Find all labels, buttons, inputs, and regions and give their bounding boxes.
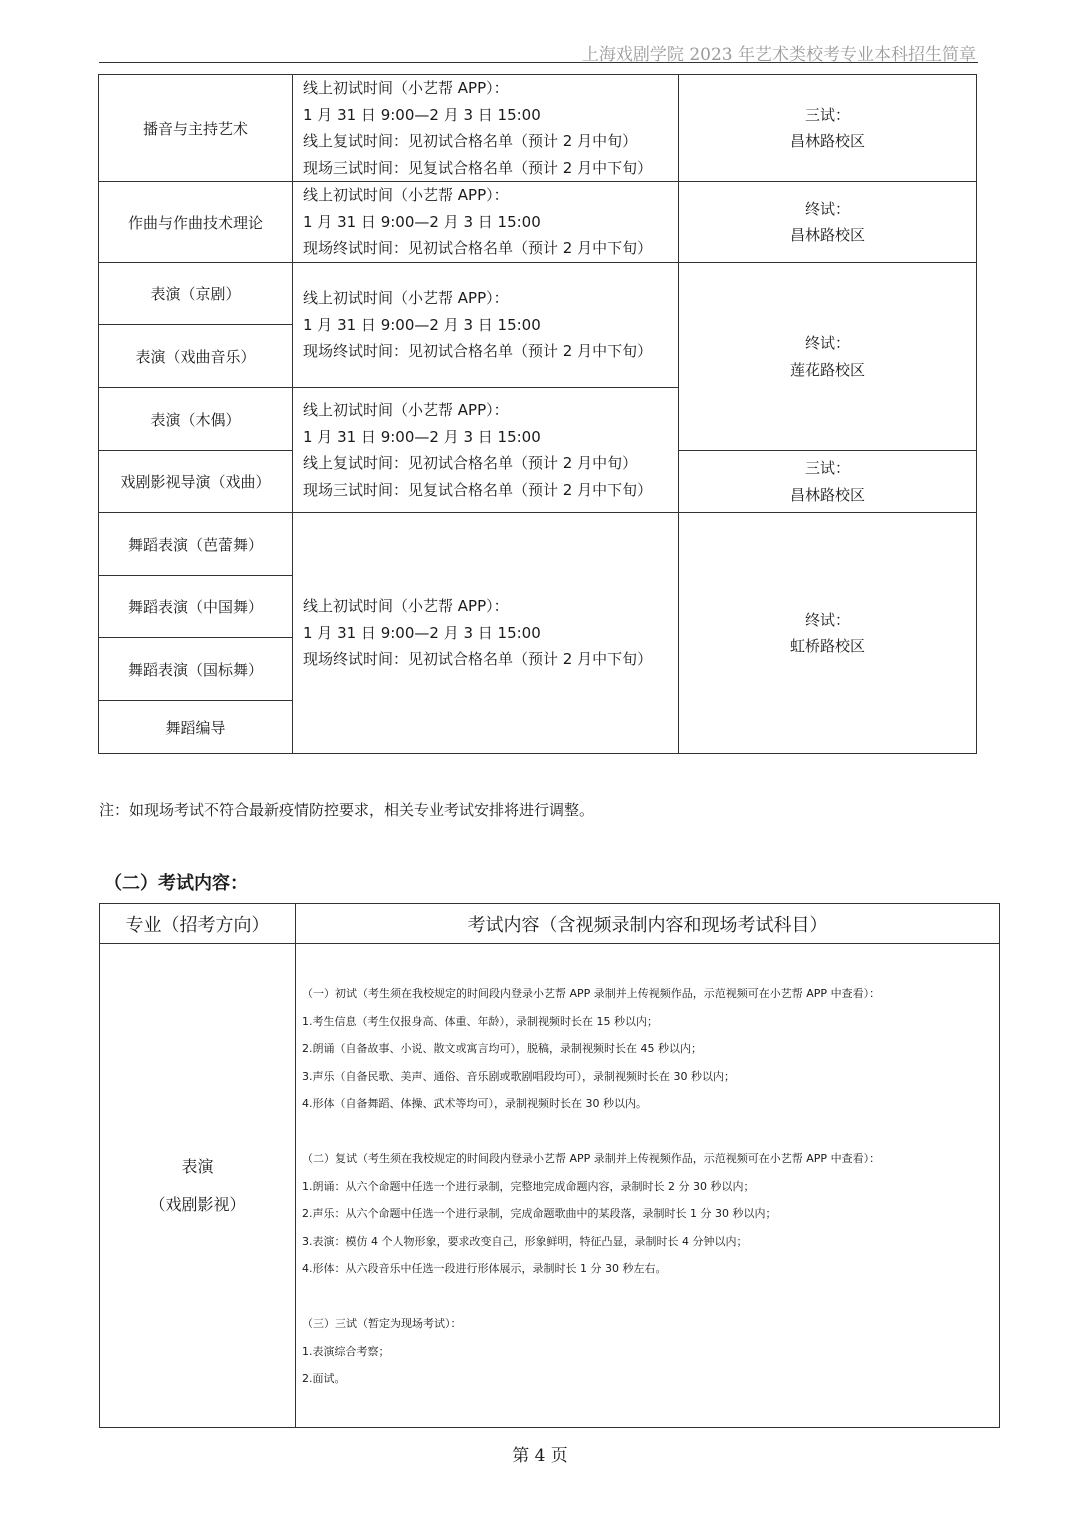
time-line: 1 月 31 日 9:00—2 月 3 日 15:00	[303, 315, 541, 334]
time-line: 现场终试时间：见初试合格名单（预计 2 月中下旬）	[303, 239, 653, 258]
exam-location-cell	[679, 263, 977, 451]
table-row	[99, 75, 977, 182]
table-header-row	[100, 904, 1000, 944]
exam-stage-label: 三试：	[804, 105, 850, 124]
campus-name: 昌林路校区	[789, 226, 865, 244]
content-item: 3.表演：模仿 4 个人物形象，要求改变自己，形象鲜明，特征凸显，录制时长 4 分钟以内；	[302, 1234, 748, 1248]
time-line: 线上初试时间（小艺帮 APP）：	[303, 597, 509, 616]
major-cell: 舞蹈表演（国标舞）	[99, 638, 293, 701]
content-item: 1.考生信息（考生仅报身高、体重、年龄），录制视频时长在 15 秒以内；	[302, 1014, 658, 1028]
stage-heading: （三）三试（暂定为现场考试）：	[302, 1317, 462, 1330]
time-line: 1 月 31 日 9:00—2 月 3 日 15:00	[303, 623, 541, 642]
content-item: 1.表演综合考察；	[302, 1344, 390, 1358]
major-cell: 表演（京剧）	[99, 263, 293, 325]
time-line: 现场三试时间：见复试合格名单（预计 2 月中下旬）	[303, 158, 653, 177]
section-title: （二）考试内容：	[104, 873, 248, 894]
major-cell: 舞蹈表演（中国舞）	[99, 576, 293, 638]
major-cell: 作曲与作曲技术理论	[99, 182, 293, 263]
content-item: 2.朗诵（自备故事、小说、散文或寓言均可），脱稿，录制视频时长在 45 秒以内；	[302, 1042, 702, 1055]
page-number: 第 4 页	[512, 1446, 568, 1466]
table-row	[99, 182, 977, 263]
document-header-title: 上海戏剧学院 2023 年艺术类校考专业本科招生简章	[581, 45, 976, 65]
major-cell: 表演（戏曲音乐）	[99, 325, 293, 388]
campus-name: 昌林路校区	[789, 132, 865, 150]
major-cell: 戏剧影视导演（戏曲）	[99, 451, 293, 513]
time-line: 现场终试时间：见初试合格名单（预计 2 月中下旬）	[303, 650, 653, 669]
table-row	[99, 513, 977, 576]
schedule-table	[98, 74, 977, 754]
major-cell: 播音与主持艺术	[99, 75, 293, 182]
content-item: 3.声乐（自备民歌、美声、通俗、音乐剧或歌剧唱段均可），录制视频时长在 30 秒以内；	[302, 1069, 735, 1083]
content-major-cell	[100, 944, 296, 1428]
stage-heading: （一）初试（考生须在我校规定的时间段内登录小艺帮 APP 录制并上传视频作品，示范视频可在小艺帮 APP 中查看）：	[302, 987, 881, 1000]
major-direction: （戏剧影视）	[149, 1194, 246, 1214]
time-line: 1 月 31 日 9:00—2 月 3 日 15:00	[303, 212, 541, 231]
exam-stage-label: 终试：	[804, 610, 850, 629]
exam-time-cell	[293, 182, 679, 263]
campus-name: 昌林路校区	[789, 485, 865, 504]
time-line: 线上复试时间：见初试合格名单（预计 2 月中旬）	[303, 132, 638, 150]
time-line: 线上初试时间（小艺帮 APP）：	[303, 401, 509, 419]
exam-time-cell	[293, 263, 679, 388]
content-item: 2.面试。	[302, 1372, 346, 1385]
table-row	[100, 944, 1000, 1428]
stage-heading: （二）复试（考生须在我校规定的时间段内登录小艺帮 APP 录制并上传视频作品，示范视频可在小艺帮 APP 中查看）：	[302, 1152, 881, 1165]
time-line: 现场三试时间：见复试合格名单（预计 2 月中下旬）	[303, 480, 653, 499]
major-cell: 表演（木偶）	[99, 388, 293, 451]
time-line: 1 月 31 日 9:00—2 月 3 日 15:00	[303, 427, 541, 446]
column-header-content: 考试内容（含视频录制内容和现场考试科目）	[296, 904, 1000, 944]
exam-location-cell	[679, 513, 977, 754]
major-cell: 舞蹈编导	[99, 701, 293, 754]
major-name: 表演	[181, 1156, 214, 1176]
exam-location-cell	[679, 451, 977, 513]
content-item: 4.形体（自备舞蹈、体操、武术等均可），录制视频时长在 30 秒以内。	[302, 1097, 647, 1110]
time-line: 线上初试时间（小艺帮 APP）：	[303, 186, 509, 205]
exam-time-cell	[293, 513, 679, 754]
exam-location-cell	[679, 75, 977, 182]
table-row	[99, 263, 977, 325]
header-rule	[99, 62, 978, 63]
exam-time-cell	[293, 388, 679, 513]
content-item: 1.朗诵：从六个命题中任选一个进行录制，完整地完成命题内容，录制时长 2 分 30 秒以内；	[302, 1179, 755, 1193]
time-line: 线上初试时间（小艺帮 APP）：	[303, 289, 509, 308]
campus-name: 莲花路校区	[789, 360, 865, 379]
time-line: 线上复试时间：见初试合格名单（预计 2 月中旬）	[303, 454, 638, 472]
content-item: 2.声乐：从六个命题中任选一个进行录制，完成命题歌曲中的某段落，录制时长 1 分 30 秒以内；	[302, 1207, 777, 1220]
column-header-major: 专业（招考方向）	[100, 904, 296, 944]
campus-name: 虹桥路校区	[789, 637, 865, 655]
exam-content-cell	[296, 944, 1000, 1428]
exam-content-table	[99, 903, 1000, 1428]
time-line: 现场终试时间：见初试合格名单（预计 2 月中下旬）	[303, 342, 653, 361]
major-cell: 舞蹈表演（芭蕾舞）	[99, 513, 293, 576]
adjustment-note: 注：如现场考试不符合最新疫情防控要求，相关专业考试安排将进行调整。	[99, 801, 595, 819]
time-line: 1 月 31 日 9:00—2 月 3 日 15:00	[303, 105, 541, 124]
exam-stage-label: 终试：	[804, 199, 850, 218]
exam-stage-label: 三试：	[804, 459, 850, 477]
exam-time-cell	[293, 75, 679, 182]
time-line: 线上初试时间（小艺帮 APP）：	[303, 79, 509, 97]
exam-location-cell	[679, 182, 977, 263]
content-item: 4.形体：从六段音乐中任选一段进行形体展示，录制时长 1 分 30 秒左右。	[302, 1262, 667, 1275]
exam-stage-label: 终试：	[804, 334, 850, 352]
